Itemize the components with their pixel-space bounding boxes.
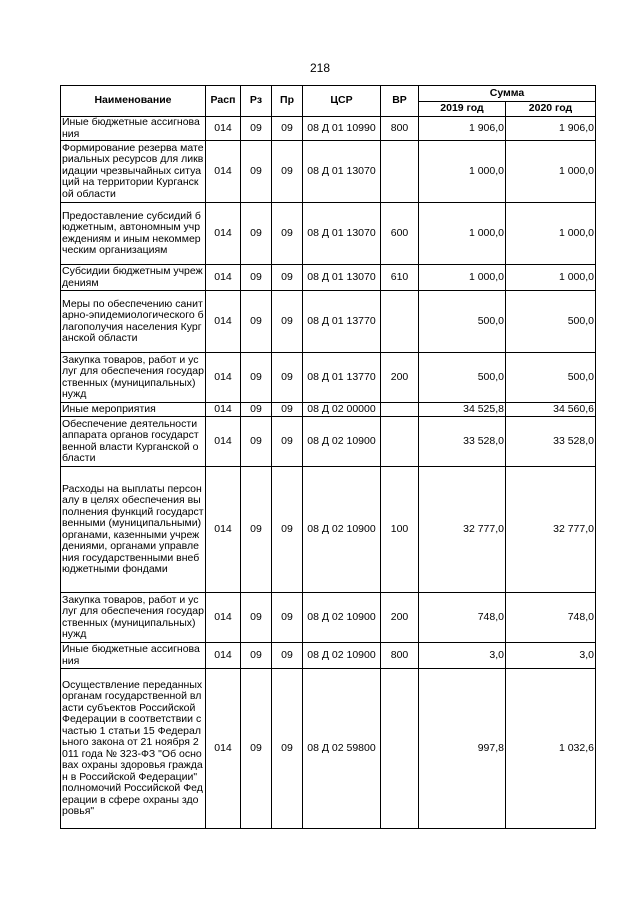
row-rz: 09 bbox=[241, 417, 272, 467]
row-amount-2020: 748,0 bbox=[506, 593, 596, 643]
row-csr: 08 Д 02 10900 bbox=[303, 593, 381, 643]
row-amount-2020: 32 777,0 bbox=[506, 467, 596, 593]
row-vr: 800 bbox=[381, 117, 419, 141]
row-rasp: 014 bbox=[206, 203, 241, 265]
row-amount-2020: 1 000,0 bbox=[506, 203, 596, 265]
row-rasp: 014 bbox=[206, 141, 241, 203]
row-vr: 200 bbox=[381, 353, 419, 403]
row-amount-2019: 33 528,0 bbox=[419, 417, 506, 467]
row-vr: 800 bbox=[381, 643, 419, 669]
row-rz: 09 bbox=[241, 291, 272, 353]
row-amount-2020: 500,0 bbox=[506, 291, 596, 353]
table-row bbox=[61, 203, 596, 265]
row-amount-2019: 1 906,0 bbox=[419, 117, 506, 141]
row-csr: 08 Д 01 10990 bbox=[303, 117, 381, 141]
row-amount-2019: 1 000,0 bbox=[419, 265, 506, 291]
row-vr bbox=[381, 141, 419, 203]
row-amount-2019: 997,8 bbox=[419, 669, 506, 829]
row-amount-2020: 34 560,6 bbox=[506, 403, 596, 417]
row-rasp: 014 bbox=[206, 291, 241, 353]
row-name: Осуществление переданных органам государственной власти субъектов Российской Федерации в соответствии с частью 1 статьи 15 Федерального закона от 21 ноября 2011 года № 323-ФЗ "Об основах охраны здоровья граждан в Российской Федерации" полномочий Российской Федерации в сфере охраны здоровья" bbox=[61, 669, 206, 829]
budget-table bbox=[60, 85, 596, 829]
header-rz: Рз bbox=[241, 86, 272, 117]
row-amount-2019: 500,0 bbox=[419, 353, 506, 403]
row-vr: 600 bbox=[381, 203, 419, 265]
row-amount-2019: 1 000,0 bbox=[419, 141, 506, 203]
header-rasp: Расп bbox=[206, 86, 241, 117]
row-rz: 09 bbox=[241, 593, 272, 643]
table-row bbox=[61, 117, 596, 141]
row-name: Иные бюджетные ассигнования bbox=[61, 117, 206, 141]
row-pr: 09 bbox=[272, 117, 303, 141]
row-rz: 09 bbox=[241, 643, 272, 669]
row-csr: 08 Д 02 59800 bbox=[303, 669, 381, 829]
row-vr bbox=[381, 669, 419, 829]
table-row bbox=[61, 265, 596, 291]
row-rz: 09 bbox=[241, 403, 272, 417]
row-name: Меры по обеспечению санитарно-эпидемиологического благополучия населения Курганской области bbox=[61, 291, 206, 353]
header-sum: Сумма bbox=[419, 86, 596, 102]
table-row bbox=[61, 141, 596, 203]
header-year-2019: 2019 год bbox=[419, 102, 506, 117]
row-pr: 09 bbox=[272, 467, 303, 593]
row-rz: 09 bbox=[241, 669, 272, 829]
row-rasp: 014 bbox=[206, 593, 241, 643]
row-amount-2019: 34 525,8 bbox=[419, 403, 506, 417]
row-rasp: 014 bbox=[206, 117, 241, 141]
row-csr: 08 Д 01 13070 bbox=[303, 265, 381, 291]
row-csr: 08 Д 01 13070 bbox=[303, 141, 381, 203]
row-name: Иные мероприятия bbox=[61, 403, 206, 417]
row-rasp: 014 bbox=[206, 265, 241, 291]
row-amount-2019: 748,0 bbox=[419, 593, 506, 643]
table-row bbox=[61, 593, 596, 643]
row-rasp: 014 bbox=[206, 669, 241, 829]
table-row bbox=[61, 417, 596, 467]
table-row bbox=[61, 353, 596, 403]
row-pr: 09 bbox=[272, 669, 303, 829]
row-vr: 200 bbox=[381, 593, 419, 643]
row-name: Предоставление субсидий бюджетным, автономным учреждениям и иным некоммерческим организациям bbox=[61, 203, 206, 265]
row-vr bbox=[381, 403, 419, 417]
row-rasp: 014 bbox=[206, 417, 241, 467]
row-rasp: 014 bbox=[206, 643, 241, 669]
row-amount-2020: 3,0 bbox=[506, 643, 596, 669]
row-name: Обеспечение деятельности аппарата органов государственной власти Курганской области bbox=[61, 417, 206, 467]
table-row bbox=[61, 291, 596, 353]
row-csr: 08 Д 02 10900 bbox=[303, 467, 381, 593]
row-amount-2019: 1 000,0 bbox=[419, 203, 506, 265]
row-pr: 09 bbox=[272, 203, 303, 265]
row-rz: 09 bbox=[241, 353, 272, 403]
row-name: Субсидии бюджетным учреждениям bbox=[61, 265, 206, 291]
row-pr: 09 bbox=[272, 353, 303, 403]
row-amount-2020: 1 000,0 bbox=[506, 265, 596, 291]
header-csr: ЦСР bbox=[303, 86, 381, 117]
table-row bbox=[61, 643, 596, 669]
table-row bbox=[61, 669, 596, 829]
row-pr: 09 bbox=[272, 417, 303, 467]
header-pr: Пр bbox=[272, 86, 303, 117]
row-csr: 08 Д 01 13070 bbox=[303, 203, 381, 265]
row-amount-2020: 1 000,0 bbox=[506, 141, 596, 203]
header-year-2020: 2020 год bbox=[506, 102, 596, 117]
row-amount-2019: 32 777,0 bbox=[419, 467, 506, 593]
row-pr: 09 bbox=[272, 593, 303, 643]
row-vr bbox=[381, 417, 419, 467]
row-amount-2020: 500,0 bbox=[506, 353, 596, 403]
row-csr: 08 Д 02 00000 bbox=[303, 403, 381, 417]
row-rz: 09 bbox=[241, 117, 272, 141]
row-csr: 08 Д 01 13770 bbox=[303, 291, 381, 353]
row-pr: 09 bbox=[272, 291, 303, 353]
row-csr: 08 Д 02 10900 bbox=[303, 643, 381, 669]
row-vr: 100 bbox=[381, 467, 419, 593]
row-name: Расходы на выплаты персоналу в целях обеспечения выполнения функций государственными (муниципальными) органами, казенными учреждениями, органами управления государственными внебюджетными фондами bbox=[61, 467, 206, 593]
row-rz: 09 bbox=[241, 203, 272, 265]
table-row bbox=[61, 403, 596, 417]
row-name: Формирование резерва материальных ресурсов для ликвидации чрезвычайных ситуаций на территории Курганской области bbox=[61, 141, 206, 203]
row-pr: 09 bbox=[272, 643, 303, 669]
table-row bbox=[61, 467, 596, 593]
row-csr: 08 Д 02 10900 bbox=[303, 417, 381, 467]
row-rz: 09 bbox=[241, 265, 272, 291]
row-name: Закупка товаров, работ и услуг для обеспечения государственных (муниципальных) нужд bbox=[61, 593, 206, 643]
row-rasp: 014 bbox=[206, 353, 241, 403]
page-number: 218 bbox=[309, 61, 331, 75]
row-rz: 09 bbox=[241, 467, 272, 593]
header-vr: ВР bbox=[381, 86, 419, 117]
row-name: Закупка товаров, работ и услуг для обеспечения государственных (муниципальных) нужд bbox=[61, 353, 206, 403]
row-pr: 09 bbox=[272, 403, 303, 417]
header-name: Наименование bbox=[61, 86, 206, 117]
row-rz: 09 bbox=[241, 141, 272, 203]
row-vr bbox=[381, 291, 419, 353]
row-pr: 09 bbox=[272, 265, 303, 291]
row-amount-2019: 500,0 bbox=[419, 291, 506, 353]
row-rasp: 014 bbox=[206, 467, 241, 593]
row-amount-2020: 1 906,0 bbox=[506, 117, 596, 141]
row-amount-2019: 3,0 bbox=[419, 643, 506, 669]
row-csr: 08 Д 01 13770 bbox=[303, 353, 381, 403]
row-amount-2020: 1 032,6 bbox=[506, 669, 596, 829]
row-pr: 09 bbox=[272, 141, 303, 203]
row-rasp: 014 bbox=[206, 403, 241, 417]
row-amount-2020: 33 528,0 bbox=[506, 417, 596, 467]
row-name: Иные бюджетные ассигнования bbox=[61, 643, 206, 669]
row-vr: 610 bbox=[381, 265, 419, 291]
